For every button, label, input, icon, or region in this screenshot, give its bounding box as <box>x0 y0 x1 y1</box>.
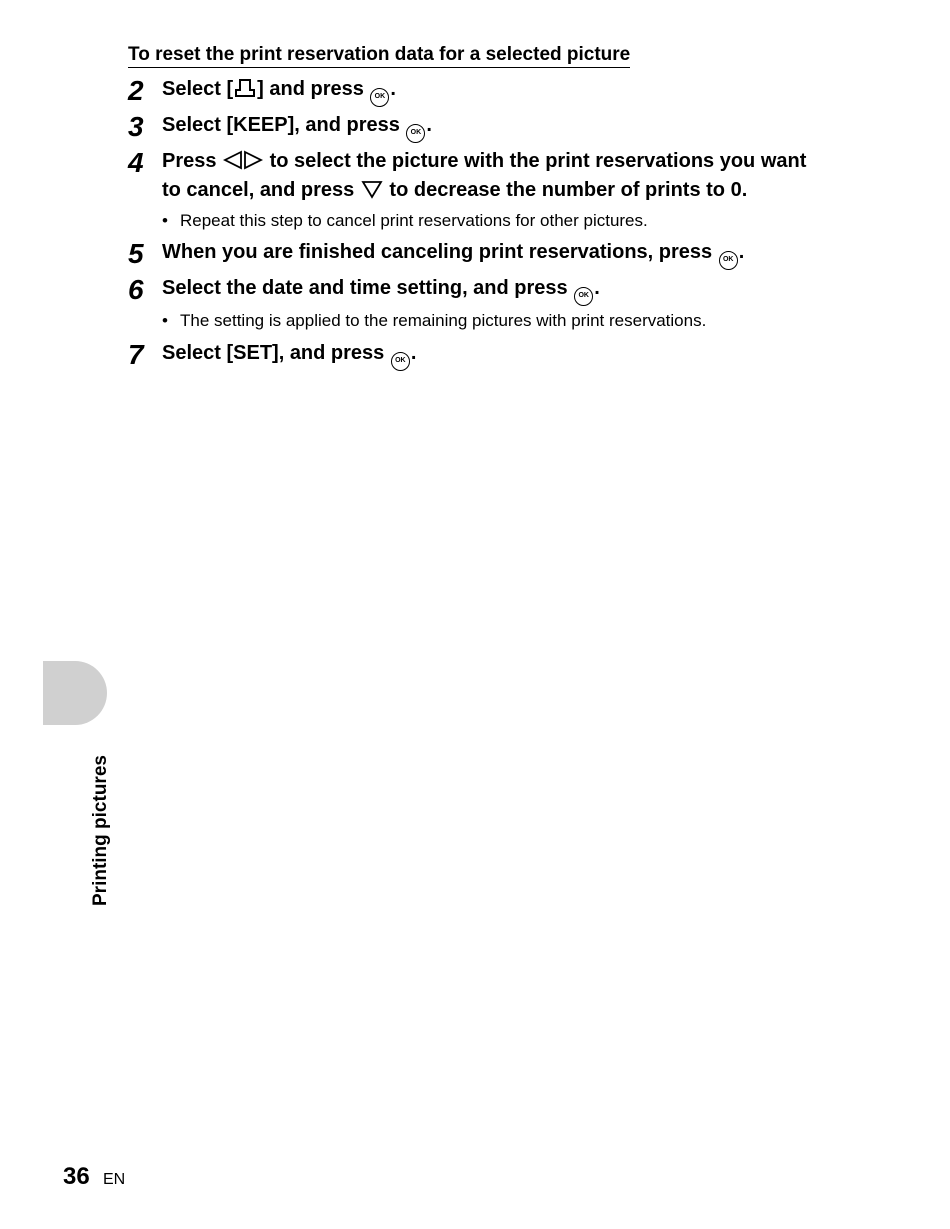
step-text: Select [KEEP], and press OK . <box>162 112 848 143</box>
step-4-note: • Repeat this step to cancel print reservations for other pictures. <box>162 211 648 230</box>
ok-button-icon: OK <box>370 88 389 107</box>
page-number: 36 <box>63 1163 90 1190</box>
chapter-label: Printing pictures <box>90 755 111 906</box>
step-number: 2 <box>128 75 144 106</box>
step-text: Select [SET], and press OK . <box>162 340 848 371</box>
down-arrow-icon <box>361 179 383 206</box>
step-6-note: • The setting is applied to the remaining pictures with print reservations. <box>162 311 707 330</box>
step-7 <box>128 340 848 371</box>
step-5 <box>128 239 848 270</box>
step-number: 3 <box>128 111 144 142</box>
step-number: 7 <box>128 339 144 370</box>
ok-button-icon: OK <box>574 287 593 306</box>
page-language: EN <box>103 1171 126 1188</box>
step-3 <box>128 112 848 143</box>
ok-button-icon: OK <box>406 124 425 143</box>
step-text: When you are finished canceling print reservations, press OK . <box>162 239 848 270</box>
ok-button-icon: OK <box>719 251 738 270</box>
step-text: Select [ ] and press OK . <box>162 76 848 107</box>
step-text: Press to select the picture with the print reservations you want to cancel, and press to decrease the number of prints to 0. <box>162 148 848 206</box>
step-2 <box>128 76 848 107</box>
section-heading: To reset the print reservation data for a selected picture <box>128 44 630 68</box>
print-order-icon <box>234 78 256 105</box>
step-6 <box>128 275 848 306</box>
bullet-icon: • <box>162 311 168 330</box>
left-right-arrows-icon <box>223 150 263 177</box>
chapter-tab <box>43 661 107 725</box>
step-number: 4 <box>128 147 144 178</box>
bullet-icon: • <box>162 211 168 230</box>
step-4 <box>128 148 848 206</box>
step-number: 5 <box>128 238 144 269</box>
step-text: Select the date and time setting, and press OK . <box>162 275 848 306</box>
step-number: 6 <box>128 274 144 305</box>
ok-button-icon: OK <box>391 352 410 371</box>
